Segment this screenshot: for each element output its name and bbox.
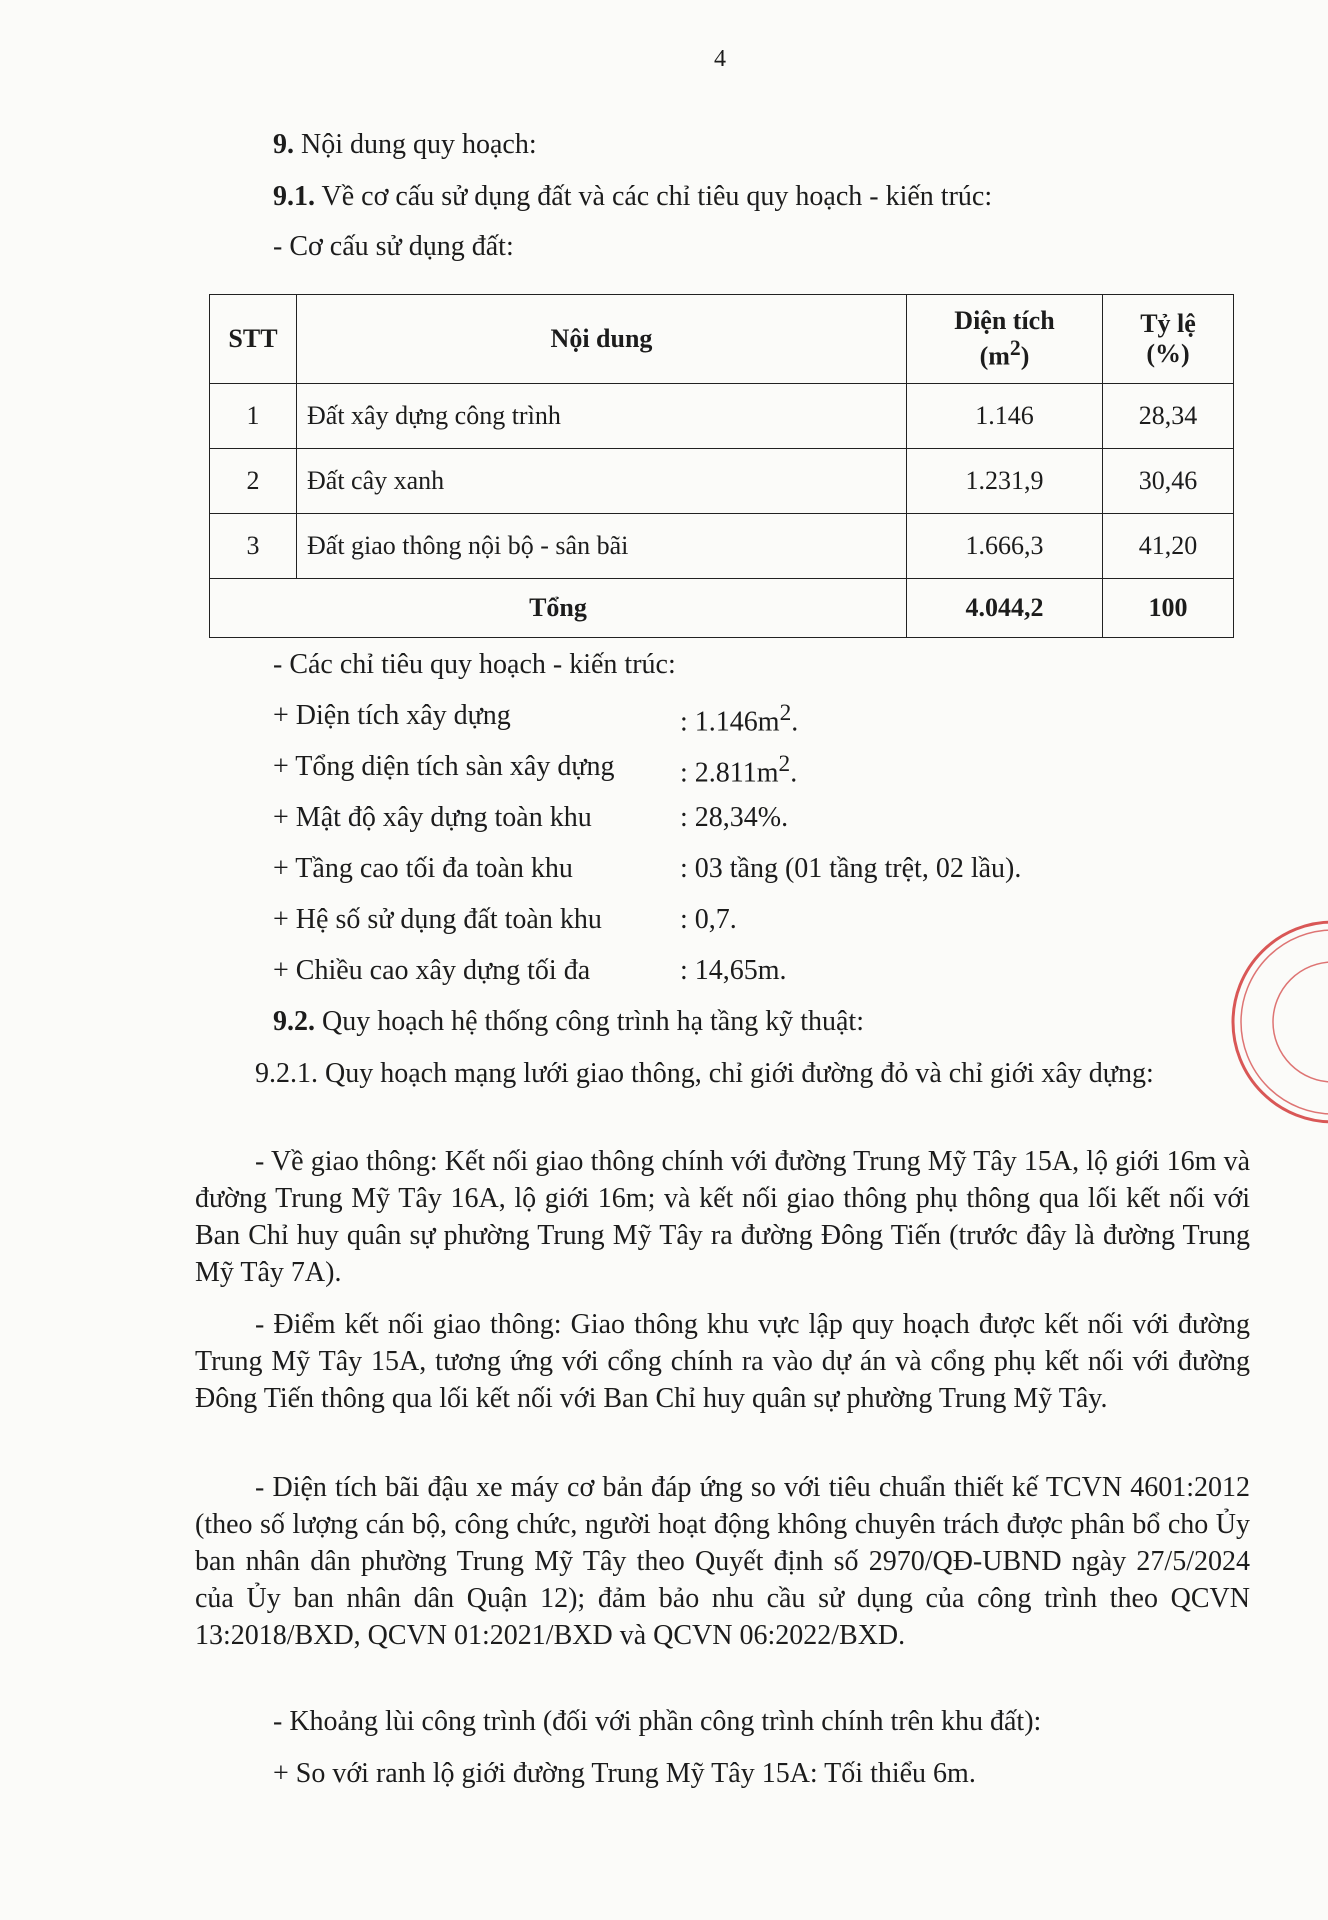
section-heading: [273, 128, 537, 162]
subsection-title: Về cơ cấu sử dụng đất và các chỉ tiêu quy hoạch - kiến trúc:: [315, 181, 993, 212]
indicator-value: : $1.146m^2$.: [680, 700, 799, 738]
indicator-value: : 28,34%.: [680, 802, 789, 833]
subsection-title: Quy hoạch hệ thống công trình hạ tầng kỹ thuật:: [315, 1006, 864, 1037]
row-area: 1.146: [907, 384, 1103, 449]
indicator-label: + Hệ số sử dụng đất toàn khu: [273, 904, 602, 935]
row-percent: 41,20: [1103, 514, 1234, 579]
row-content: Đất cây xanh: [297, 449, 907, 514]
paragraph: - Về giao thông: Kết nối giao thông chính với đường Trung Mỹ Tây 15A, lộ giới 16m và đường Trung Mỹ Tây 16A, lộ giới 16m; và kết nối giao thông phụ thông qua lối kết nối với Ban Chỉ huy quân sự phường Trung Mỹ Tây ra đường Đông Tiến (trước đây là đường Trung Mỹ Tây 7A).: [195, 1146, 1250, 1288]
table-row: [210, 384, 1234, 449]
header-stt: STT: [210, 295, 297, 384]
row-stt: 2: [210, 449, 297, 514]
paragraph: - Diện tích bãi đậu xe máy cơ bản đáp ứng so với tiêu chuẩn thiết kế TCVN 4601:2012 (theo số lượng cán bộ, công chức, người hoạt động không chuyên trách được phân bổ cho Ủy ban nhân dân phường Trung Mỹ Tây theo Quyết định số 2970/QĐ-UBND ngày 27/5/2024 của Ủy ban nhân dân Quận 12); đảm bảo nhu cầu sử dụng của công trình theo QCVN 13:2018/BXD, QCVN 01:2021/BXD và QCVN 06:2022/BXD.: [195, 1472, 1250, 1651]
indicator-value: : $2.811m^2$.: [680, 751, 798, 789]
row-content: Đất xây dựng công trình: [297, 384, 907, 449]
row-percent: 30,46: [1103, 449, 1234, 514]
indicator-label: + Tầng cao tối đa toàn khu: [273, 853, 573, 884]
header-percent: [1103, 295, 1234, 384]
header-percent-line2: (%): [1146, 339, 1190, 368]
paragraph: - Điểm kết nối giao thông: Giao thông khu vực lập quy hoạch được kết nối với đường Trung Mỹ Tây 15A, tương ứng với cổng chính ra vào dự án và cổng phụ kết nối với đường Đông Tiến thông qua lối kết nối với Ban Chỉ huy quân sự phường Trung Mỹ Tây.: [195, 1309, 1250, 1414]
total-label: Tổng: [210, 579, 907, 638]
table-row: [210, 449, 1234, 514]
indicator-label: + Tổng diện tích sàn xây dựng: [273, 751, 615, 782]
row-area: 1.231,9: [907, 449, 1103, 514]
row-percent: 28,34: [1103, 384, 1234, 449]
page-number: 4: [714, 46, 726, 72]
header-area-line1: Diện tích: [954, 306, 1055, 336]
indicator-value: : 0,7.: [680, 904, 737, 935]
table-row: [210, 514, 1234, 579]
header-area: [907, 295, 1103, 384]
section-number: 9.: [273, 129, 294, 160]
red-seal-stamp: [1218, 912, 1328, 1132]
table-header-row: [210, 295, 1234, 384]
header-area-line2: $(m^2)$: [979, 336, 1030, 371]
subsection-9-2-1-heading: 9.2.1. Quy hoạch mạng lưới giao thông, chỉ giới đường đỏ và chỉ giới xây dựng:: [255, 1058, 1154, 1089]
row-stt: 3: [210, 514, 297, 579]
section-title: Nội dung quy hoạch:: [294, 129, 537, 160]
row-area: 1.666,3: [907, 514, 1103, 579]
indicator-value: : 14,65m.: [680, 955, 787, 986]
row-stt: 1: [210, 384, 297, 449]
header-content: Nội dung: [297, 295, 907, 384]
subsection-number: 9.1.: [273, 181, 315, 212]
indicators-intro: - Các chỉ tiêu quy hoạch - kiến trúc:: [273, 649, 676, 680]
table-total-row: [210, 579, 1234, 638]
subsection-number: 9.2.: [273, 1006, 315, 1037]
total-area: 4.044,2: [907, 579, 1103, 638]
row-content: Đất giao thông nội bộ - sân bãi: [297, 514, 907, 579]
subsection-9-1-heading: [273, 180, 992, 214]
indicator-label: + Diện tích xây dựng: [273, 700, 511, 731]
indicator-value: : 03 tầng (01 tầng trệt, 02 lầu).: [680, 853, 1022, 884]
subsection-9-2-heading: [273, 1005, 864, 1039]
setback-intro: - Khoảng lùi công trình (đối với phần công trình chính trên khu đất):: [273, 1706, 1042, 1737]
land-use-intro: - Cơ cấu sử dụng đất:: [273, 231, 514, 262]
indicator-label: + Chiều cao xây dựng tối đa: [273, 955, 591, 986]
land-use-table: [209, 294, 1234, 638]
total-percent: 100: [1103, 579, 1234, 638]
header-percent-line1: Tỷ lệ: [1140, 309, 1196, 338]
setback-item: + So với ranh lộ giới đường Trung Mỹ Tây 15A: Tối thiểu 6m.: [273, 1758, 976, 1789]
indicator-label: + Mật độ xây dựng toàn khu: [273, 802, 592, 833]
